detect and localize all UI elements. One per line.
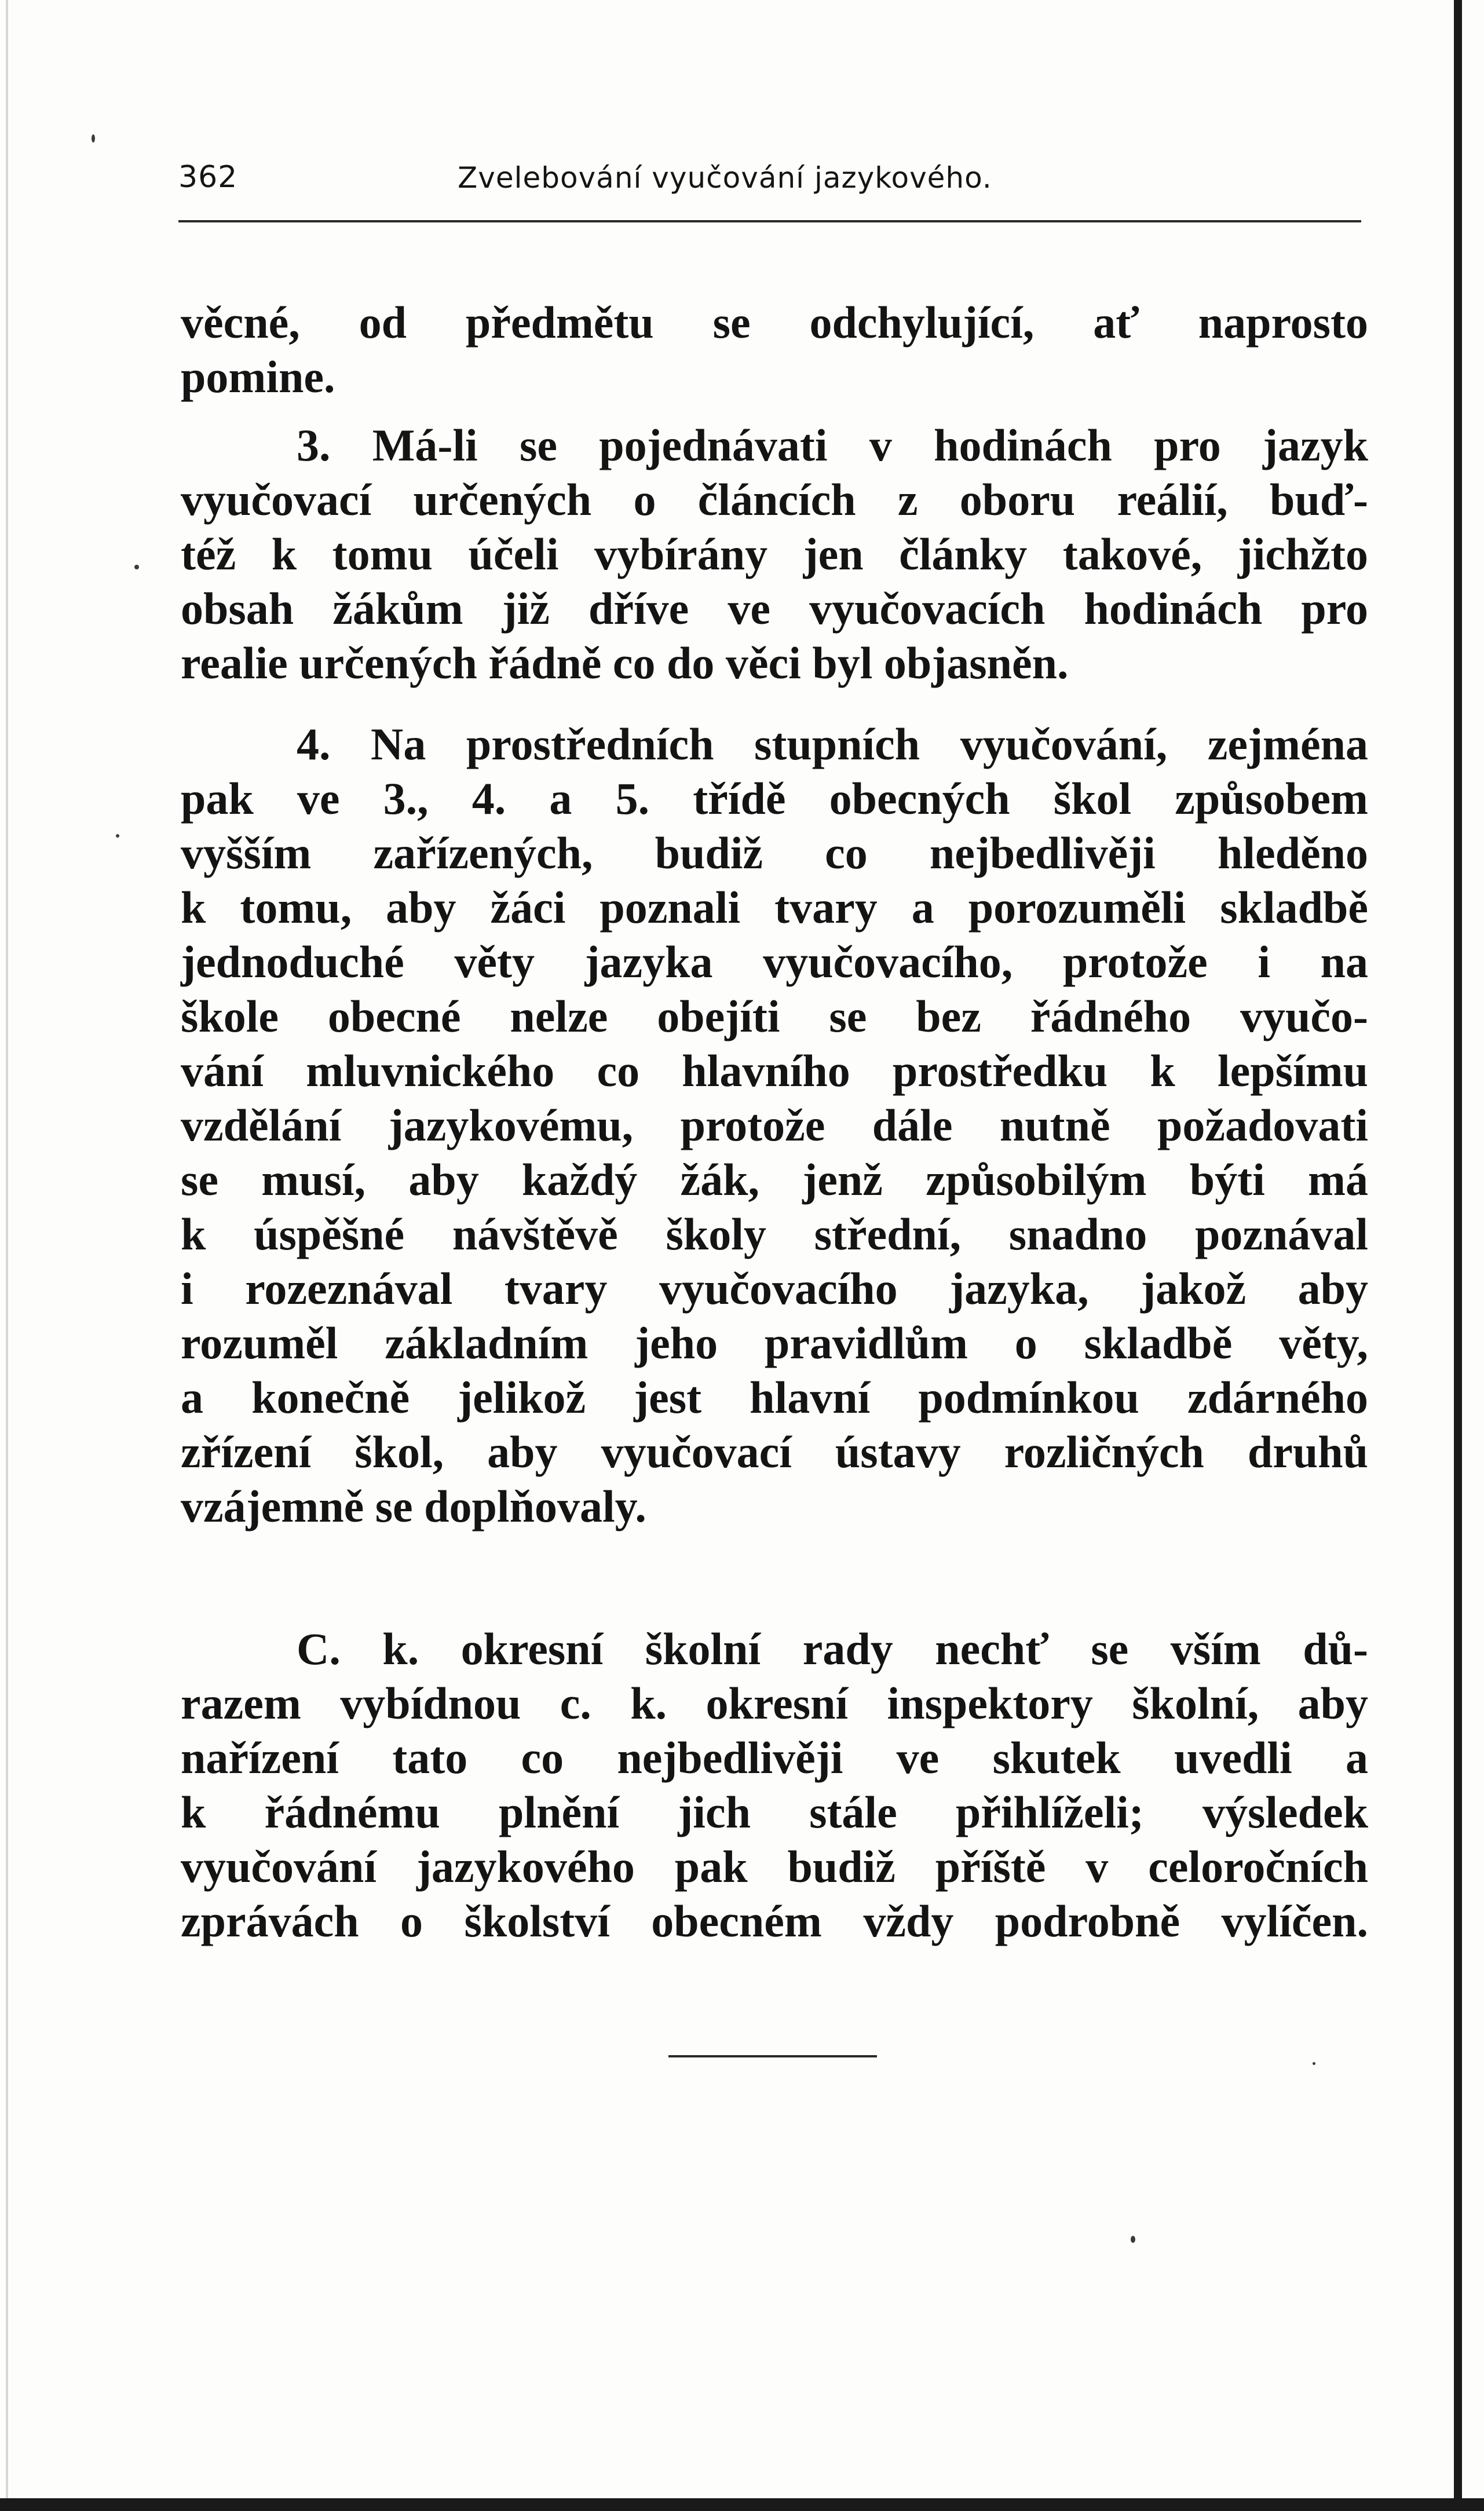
text-line: pak ve 3., 4. a 5. třídě obecných škol způsobem [181, 773, 1368, 824]
text-line: se musí, aby každý žák, jenž způsobilým býti má [181, 1154, 1368, 1205]
text-line: k tomu, aby žáci poznali tvary a porozuměli skladbě [181, 882, 1368, 933]
text-line: vzdělání jazykovému, protože dále nutně požadovati [181, 1100, 1368, 1150]
text-line: škole obecné nelze obejíti se bez řádného vyučo- [181, 991, 1368, 1041]
page-header [178, 160, 1361, 200]
text-line: zprávách o školství obecném vždy podrobně vylíčen. [181, 1896, 1368, 1946]
scan-speck [1131, 2236, 1135, 2243]
text-line: a konečně jelikož jest hlavní podmínkou zdárného [181, 1372, 1368, 1423]
text-line: vyučovací určených o článcích z oboru reálií, buď- [181, 474, 1368, 525]
text-line: vzájemně se doplňovaly. [181, 1481, 646, 1532]
text-line: k úspěšné návštěvě školy střední, snadno poznával [181, 1209, 1368, 1259]
text-line: k řádnému plnění jich stále přihlíželi; výsledek [181, 1787, 1368, 1837]
scan-speck [1313, 2062, 1315, 2065]
page-number: 362 [178, 160, 238, 195]
scan-right-edge [1454, 0, 1462, 2511]
text-line: razem vybídnou c. k. okresní inspektory školní, aby [181, 1678, 1368, 1728]
text-line: vyšším zařízených, budiž co nejbedlivěji hleděno [181, 828, 1368, 878]
text-line: 4. Na prostředních stupních vyučování, zejména [297, 719, 1368, 769]
end-rule [668, 2055, 877, 2057]
text-line: vání mluvnického co hlavního prostředku k lepšímu [181, 1046, 1368, 1096]
text-line: C. k. okresní školní rady nechť se vším dů- [297, 1624, 1368, 1674]
text-line: 3. Má-li se pojednávati v hodinách pro jazyk [297, 420, 1368, 470]
text-line: vyučování jazykového pak budiž příště v celoročních [181, 1841, 1368, 1892]
scan-speck [116, 834, 119, 838]
header-rule [178, 220, 1361, 222]
scan-speck [92, 134, 95, 142]
text-line: nařízení tato co nejbedlivěji ve skutek uvedli a [181, 1733, 1368, 1783]
scan-bottom-edge [0, 2498, 1484, 2511]
scan-left-edge [6, 0, 8, 2511]
text-line: obsah žákům již dříve ve vyučovacích hodinách pro [181, 583, 1368, 634]
text-line: pomine. [181, 352, 335, 402]
text-line: rozuměl základním jeho pravidlům o skladbě věty, [181, 1318, 1368, 1368]
text-line: zřízení škol, aby vyučovací ústavy rozličných druhů [181, 1427, 1368, 1477]
scan-speck [134, 565, 139, 569]
text-line: věcné, od předmětu se odchylující, ať naprosto [181, 297, 1368, 348]
text-line: jednoduché věty jazyka vyučovacího, protože i na [181, 937, 1368, 987]
text-line: i rozeznával tvary vyučovacího jazyka, jakož aby [181, 1263, 1368, 1314]
text-line: realie určených řádně co do věci byl objasněn. [181, 638, 1069, 688]
running-title: Zvelebování vyučování jazykového. [458, 161, 992, 195]
text-line: též k tomu účeli vybírány jen články takové, jichžto [181, 529, 1368, 579]
